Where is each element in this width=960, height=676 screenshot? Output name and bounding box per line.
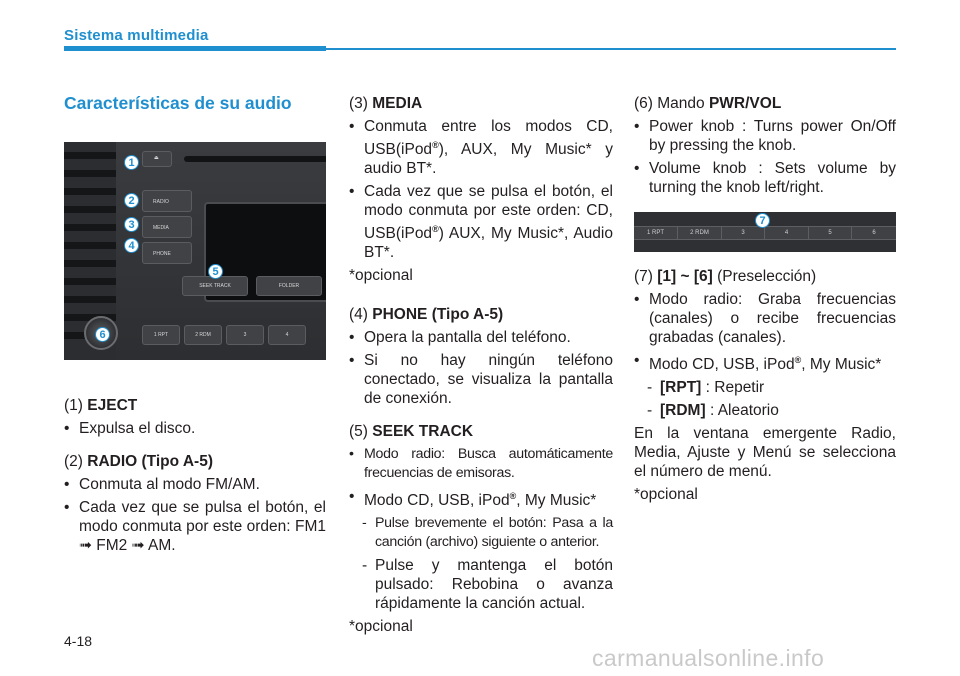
preset-heading [634,267,896,286]
vent-slat [64,188,116,195]
preset-bullet-2: • Modo CD, USB, iPod®, My Music* [634,351,896,374]
folder-button: FOLDER [256,276,322,296]
menu-paragraph: En la ventana emergente Radio, Media, Ajuste y Menú se selecciona el número de menú. [634,425,896,480]
preset-key: 6 [872,230,876,236]
rpt-item: - [RPT] : Repetir [647,379,765,396]
preset-title: [1] ~ [6] [657,268,713,285]
vent-slat [64,260,116,267]
eject-bullet: • Expulsa el disco. [64,419,326,438]
column-2 [349,94,613,640]
preset-row [634,226,896,240]
preset-key: 3 [722,227,765,240]
footnote: *opcional [349,267,413,284]
eject-number: (1) [64,397,83,414]
media-heading [349,94,613,113]
preset-strip-image [634,212,896,252]
radio-bullet-2: • Cada vez que se pulsa el botón, el modo conmuta por este orden: FM1 ➟ FM2 ➟ AM. [64,498,326,555]
vent-slat [64,224,116,231]
phone-bullet-1: • Opera la pantalla del teléfono. [349,328,613,347]
seek-title: SEEK TRACK [372,423,474,440]
radio-button: RADIO [142,190,192,212]
preset-key: 5 [809,227,852,240]
vent-slat [64,296,116,303]
pwr-title: PWR/VOL [708,95,782,112]
watermark: carmanualsonline.info [592,645,825,671]
header-rule-thick [64,46,326,51]
seek-heading [349,422,613,441]
radio-unit-image [64,142,326,360]
media-title: MEDIA [372,95,423,112]
phone-button: PHONE [142,242,192,264]
vent-slat [64,152,116,159]
footnote: *opcional [349,618,413,635]
section-title: Características de su audio [64,93,292,113]
callout-5: 5 [208,264,223,279]
preset-suffix: (Preselección) [717,268,817,285]
rdm-item: - [RDM] : Aleatorio [647,402,779,419]
vent-slat [64,170,116,177]
preset-key: 1 RPT [634,227,678,240]
cd-slot [184,156,326,162]
section-header: Sistema multimedia [64,27,209,44]
callout-3: 3 [124,217,139,232]
radio-number: (2) [64,453,83,470]
vent-slat [64,206,116,213]
header-rule-thin [326,48,896,50]
phone-heading [349,305,613,324]
column-1 [64,94,326,141]
pwr-bullet-1: • Power knob : Turns power On/Off by pressing the knob. [634,117,896,155]
seek-sub-1: - Pulse brevemente el botón: Pasa a la canción (archivo) siguiente o anterior. [362,515,613,550]
callout-2: 2 [124,193,139,208]
seek-sub-2: - Pulse y mantenga el botón pulsado: Rebobina o avanza rápidamente la canción actual. [362,557,613,612]
eject-heading [64,396,326,415]
radio-title: RADIO (Tipo A-5) [87,453,213,470]
phone-title: PHONE (Tipo A-5) [372,306,504,323]
pwr-bullet-2: • Volume knob : Sets volume by turning the knob left/right. [634,159,896,197]
footnote: *opcional [634,486,698,503]
media-bullet-2: • Cada vez que se pulsa el botón, el modo conmuta por este orden: CD, USB(iPod®) AUX, My Music*, Audio BT*. [349,182,613,262]
column-3 [634,94,896,201]
phone-bullet-2: • Si no hay ningún teléfono conectado, se visualiza la pantalla de conexión. [349,351,613,408]
media-bullet-1: • Conmuta entre los modos CD, USB(iPod®), AUX, My Music* y audio BT*. [349,117,613,178]
eject-title: EJECT [87,397,138,414]
eject-icon: ⏏ [142,151,172,167]
preset-button: 1 RPT [142,325,180,345]
media-button: MEDIA [142,216,192,238]
seek-bullet-1: • Modo radio: Busca automáticamente frecuencias de emisoras. [349,445,613,483]
preset-key: 4 [765,227,809,240]
callout-7: 7 [755,213,770,228]
callout-1: 1 [124,155,139,170]
column-3-text [634,267,896,508]
pwr-number: (6) Mando [634,95,705,112]
radio-heading [64,452,326,471]
callout-4: 4 [124,238,139,253]
phone-number: (4) [349,306,368,323]
preset-button: 4 [268,325,306,345]
preset-number: (7) [634,268,653,285]
page-number: 4-18 [64,633,93,649]
callout-6: 6 [95,327,110,342]
seek-bullet-2: • Modo CD, USB, iPod®, My Music* [349,487,613,510]
pwr-heading [634,94,896,113]
radio-bullet-1: • Conmuta al modo FM/AM. [64,475,326,494]
media-number: (3) [349,95,368,112]
column-1-text [64,396,326,559]
preset-button: 3 [226,325,264,345]
preset-key: 2 RDM [678,227,722,240]
seek-track-button: SEEK TRACK [182,276,248,296]
seek-number: (5) [349,423,368,440]
vent-slat [64,278,116,285]
vent-slat [64,242,116,249]
preset-button: 2 RDM [184,325,222,345]
preset-bullet-1: • Modo radio: Graba frecuencias (canales) o recibe frecuencias grabadas (canales). [634,290,896,347]
